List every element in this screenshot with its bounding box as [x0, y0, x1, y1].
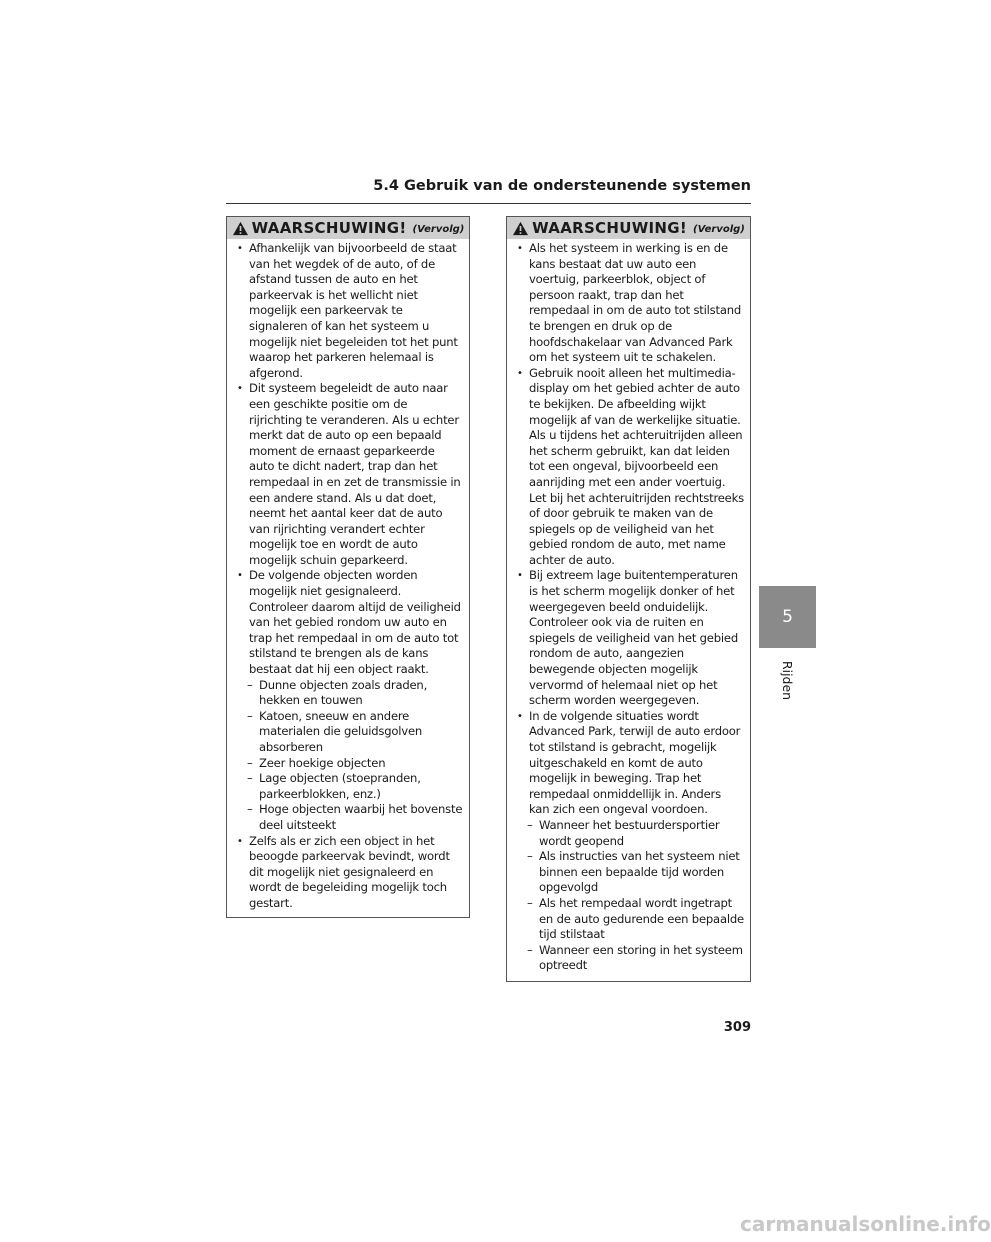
- bullet-item: • Zelfs als er zich een object in het beoogde parkeervak bevindt, wordt dit mogelijk niet gesignaleerd en wordt de begeleiding mogelijk toch gestart.: [235, 834, 463, 912]
- chapter-label: [775, 655, 801, 705]
- bullet-item: • Afhankelijk van bijvoorbeeld de staat van het wegdek of de auto, of de afstand tussen de auto en het parkeervak is het wellicht niet mogelijk een parkeervak te signaleren of kan het systeem u mogelijk niet begeleiden tot het punt waarop het parkeren helemaal is afgerond.: [235, 241, 463, 381]
- warning-box-right: [506, 216, 751, 982]
- warning-subtitle: (Vervolg): [412, 224, 465, 235]
- warning-triangle-icon: [512, 221, 529, 236]
- bullet-item: • Dit systeem begeleidt de auto naar een geschikte positie om de rijrichting te veranderen. Als u echter merkt dat de auto op een bepaald moment de ernaast geparkeerde auto te dicht nadert, trap dan het rempedaal in en zet de transmissie in een andere stand. Als u dat doet, neemt het aantal keer dat de auto van rijrichting verandert echter mogelijk toe en wordt de auto mogelijk schuin geparkeerd.: [235, 381, 463, 568]
- chapter-number: 5: [782, 607, 793, 627]
- warning-content: [507, 239, 750, 974]
- sub-item: – Hoge objecten waarbij het bovenste deel uitsteekt: [235, 802, 463, 833]
- bullet-item: • Bij extreem lage buitentemperaturen is het scherm mogelijk donker of het weergegeven beeld onduidelijk. Controleer ook via de ruiten en spiegels de veiligheid van het gebied rondom de auto, aangezien bewegende objecten mogelijk vervormd of helemaal niet op het scherm worden weergegeven.: [515, 568, 744, 708]
- sub-item: – Dunne objecten zoals draden, hekken en touwen: [235, 678, 463, 709]
- bullet-item: • In de volgende situaties wordt Advanced Park, terwijl de auto erdoor tot stilstand is gebracht, mogelijk uitgeschakeld en komt de auto mogelijk in beweging. Trap het rempedaal onmiddellijk in. Anders kan zich een ongeval voordoen.: [515, 709, 744, 818]
- bullet-item: • De volgende objecten worden mogelijk niet gesignaleerd. Controleer daarom altijd de veiligheid van het gebied rondom uw auto en trap het rempedaal in om de auto tot stilstand te brengen als de kans bestaat dat hij een object raakt.: [235, 568, 463, 677]
- warning-header: [227, 217, 469, 239]
- bullet-item: • Als het systeem in werking is en de kans bestaat dat uw auto een voertuig, parkeerblok, object of persoon raakt, trap dan het rempedaal in om de auto tot stilstand te brengen en druk op de hoofdschakelaar van Advanced Park om het systeem uit te schakelen.: [515, 241, 744, 366]
- bullet-item: • Gebruik nooit alleen het multimedia-display om het gebied achter de auto te bekijken. De afbeelding wijkt mogelijk af van de werkelijke situatie. Als u tijdens het achteruitrijden alleen het scherm gebruikt, kan dat leiden tot een ongeval, bijvoorbeeld een aanrijding met een ander voertuig. Let bij het achteruitrijden rechtstreeks of door gebruik te maken van de spiegels op de veiligheid van het gebied rondom de auto, met name achter de auto.: [515, 366, 744, 569]
- sub-item: – Zeer hoekige objecten: [235, 756, 463, 772]
- chapter-tab: [759, 586, 816, 648]
- warning-content: [227, 239, 469, 912]
- sub-item: – Lage objecten (stoepranden, parkeerblokken, enz.): [235, 771, 463, 802]
- section-header: 5.4 Gebruik van de ondersteunende systemen: [226, 178, 751, 204]
- warning-triangle-icon: [232, 221, 249, 236]
- sub-item: – Katoen, sneeuw en andere materialen die geluidsgolven absorberen: [235, 709, 463, 756]
- page-number: 309: [723, 1020, 751, 1035]
- warning-subtitle: (Vervolg): [693, 224, 745, 235]
- warning-title: WAARSCHUWING!: [532, 219, 688, 237]
- chapter-label-text: Rijden: [780, 660, 796, 700]
- warning-header: [507, 217, 750, 239]
- sub-item: – Wanneer een storing in het systeem optreedt: [515, 943, 744, 974]
- sub-item: – Als het rempedaal wordt ingetrapt en de auto gedurende een bepaalde tijd stilstaat: [515, 896, 744, 943]
- sub-item: – Wanneer het bestuurdersportier wordt geopend: [515, 818, 744, 849]
- warning-box-left: [226, 216, 470, 918]
- watermark: carmanualsonline.info: [740, 1212, 991, 1236]
- sub-item: – Als instructies van het systeem niet binnen een bepaalde tijd worden opgevolgd: [515, 849, 744, 896]
- warning-title: WAARSCHUWING!: [251, 219, 407, 237]
